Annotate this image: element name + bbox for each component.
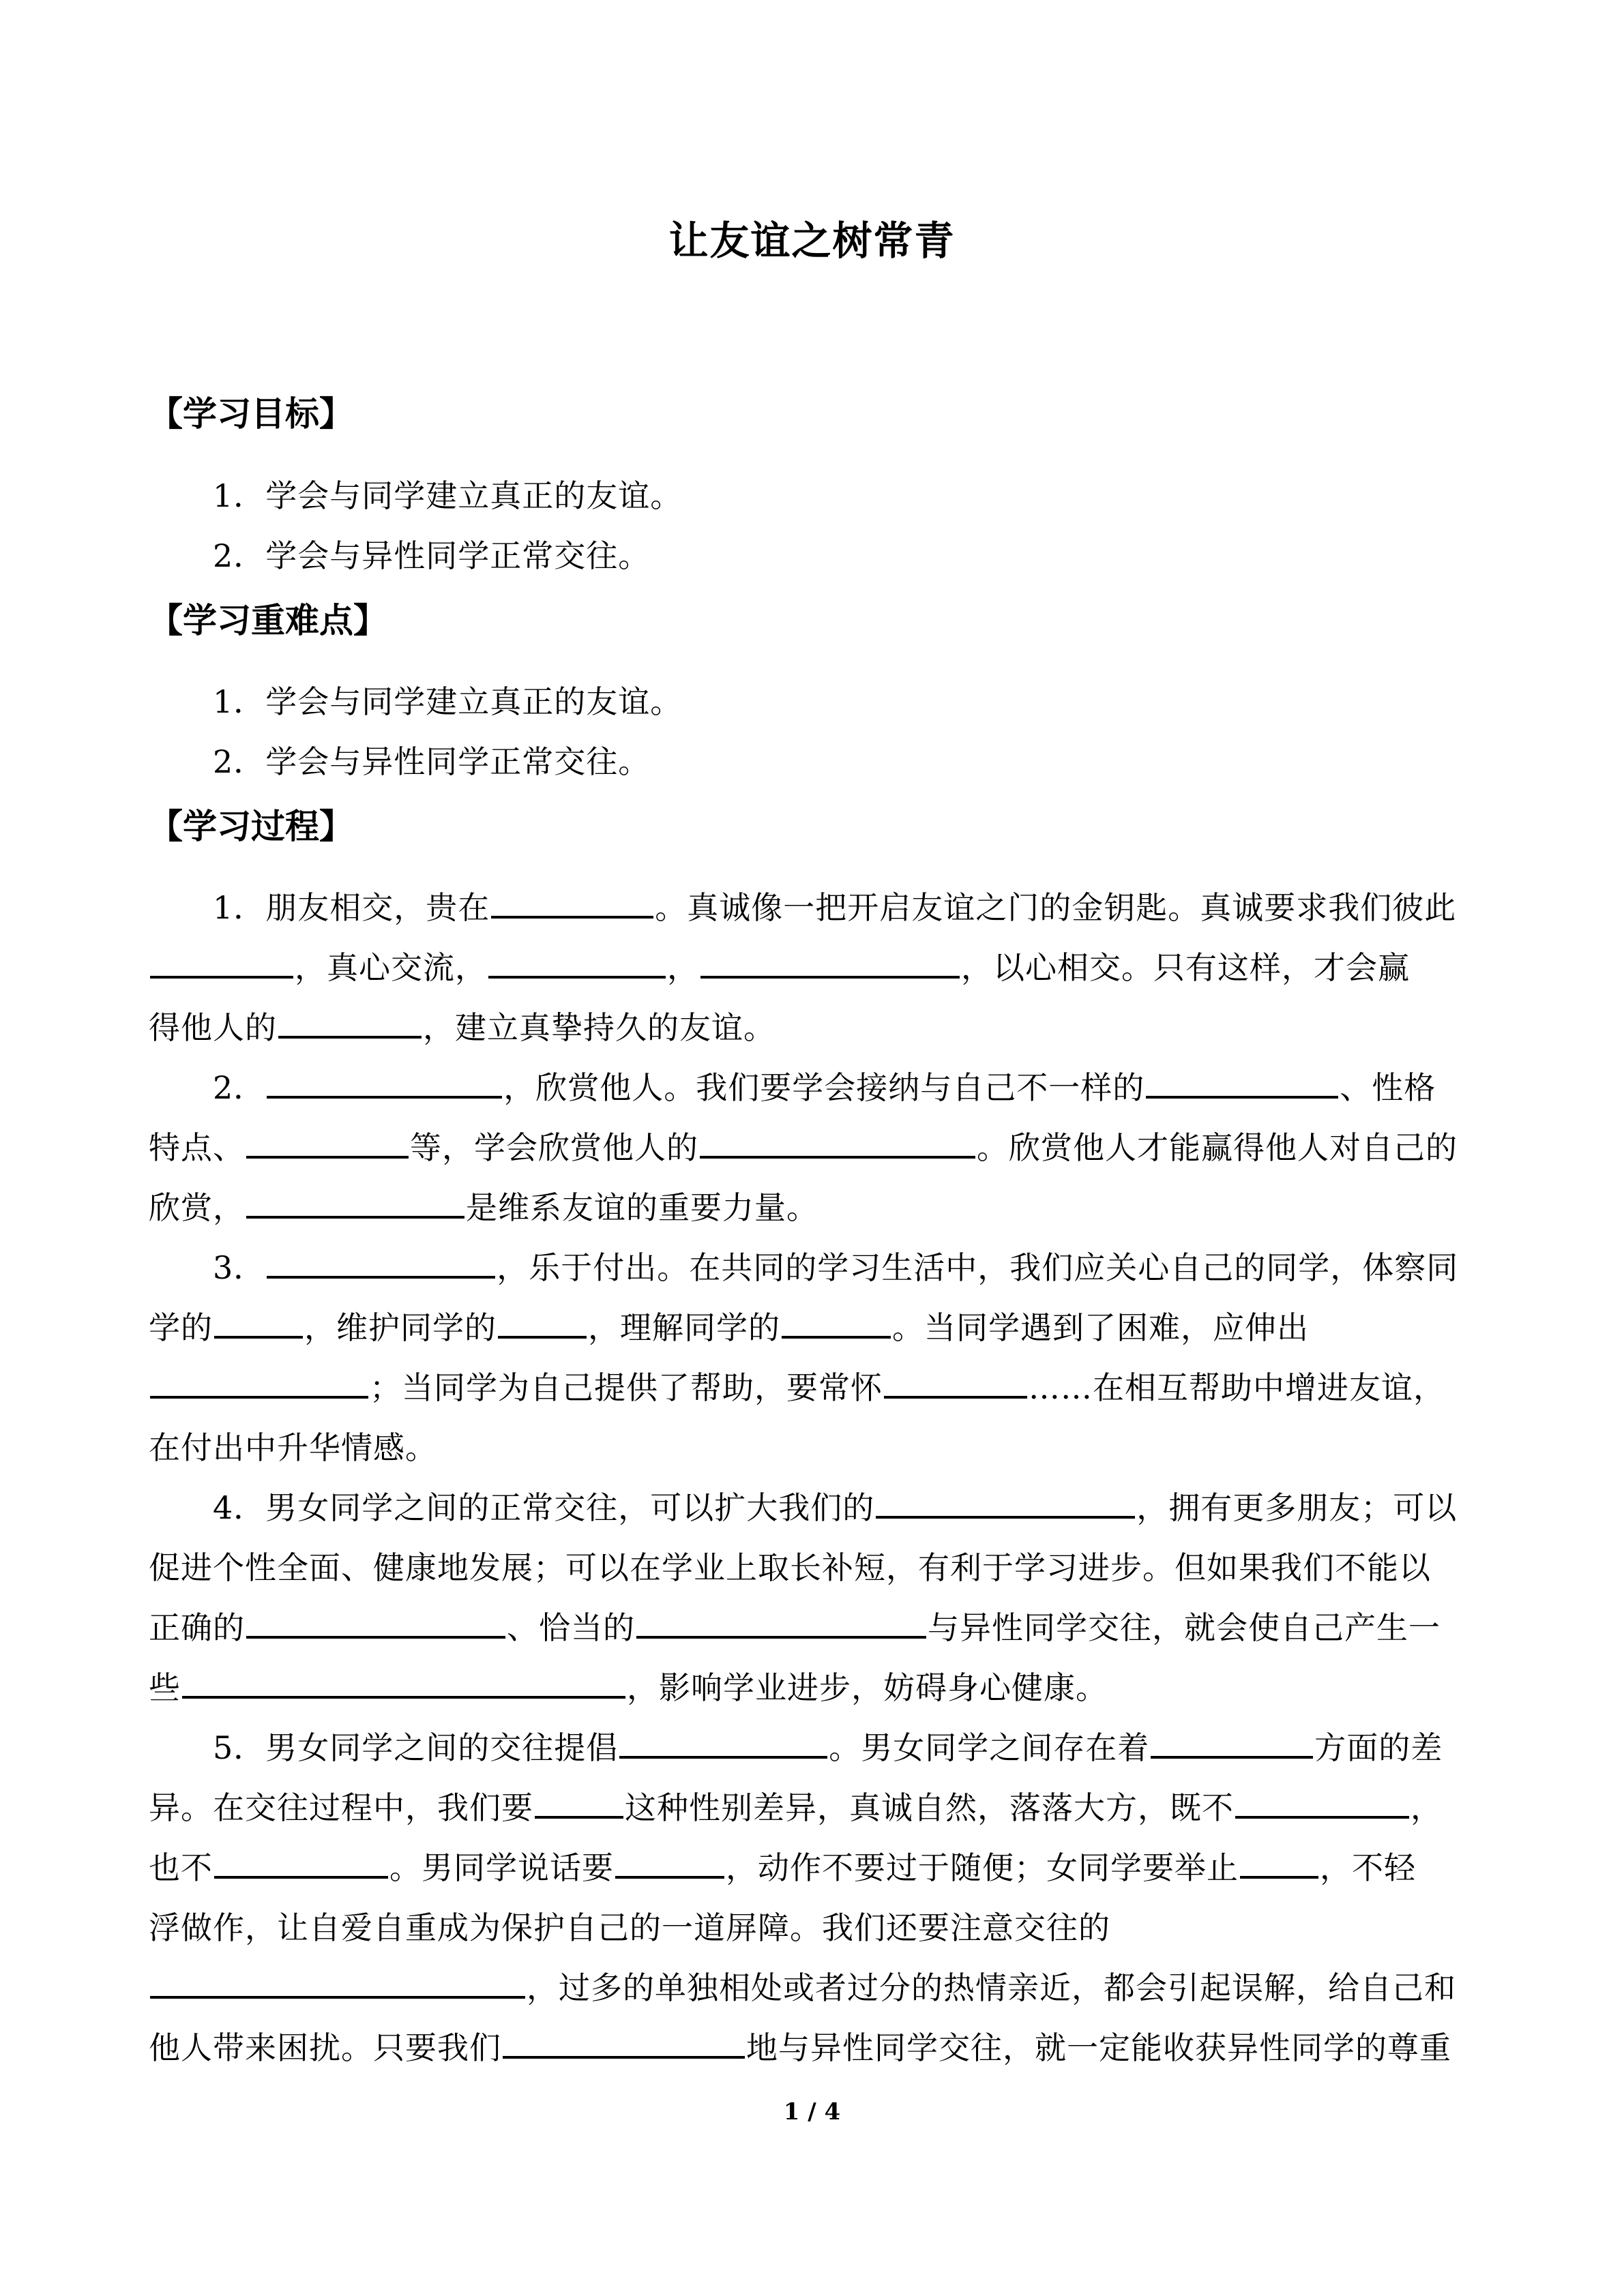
fill-blank[interactable] bbox=[1235, 1786, 1409, 1819]
fill-blank[interactable] bbox=[246, 1186, 464, 1219]
text-segment: 特点、 bbox=[149, 1129, 245, 1166]
fill-blank[interactable] bbox=[278, 1006, 422, 1039]
fill-blank[interactable] bbox=[1146, 1066, 1338, 1099]
fill-blank[interactable] bbox=[782, 1306, 891, 1339]
process-line bbox=[149, 1418, 437, 1478]
fill-blank[interactable] bbox=[619, 1726, 827, 1759]
process-line bbox=[149, 1658, 1108, 1718]
fill-blank[interactable] bbox=[884, 1366, 1027, 1399]
process-line bbox=[149, 1538, 1431, 1598]
text-segment: 、性格 bbox=[1340, 1069, 1436, 1106]
text-segment: ，乐于付出。在共同的学习生活中，我们应关心自己的同学，体察同 bbox=[497, 1249, 1459, 1286]
process-line bbox=[213, 1058, 1436, 1118]
text-segment: 欣赏， bbox=[149, 1189, 245, 1226]
text-segment: ，维护同学的 bbox=[304, 1309, 497, 1346]
process-line bbox=[149, 1958, 1456, 2018]
fill-blank[interactable] bbox=[246, 1126, 409, 1159]
text-segment: ， bbox=[1411, 1789, 1443, 1826]
text-segment: ；当同学为自己提供了帮助，要常怀 bbox=[370, 1369, 883, 1406]
key-point-item: 2．学会与异性同学正常交往。 bbox=[213, 743, 651, 780]
text-segment: 地与异性同学交往，就一定能收获异性同学的尊重 bbox=[746, 2029, 1451, 2066]
text-segment: 。真诚像一把开启友谊之门的金钥匙。真诚要求我们彼此 bbox=[655, 889, 1457, 926]
process-line bbox=[149, 998, 776, 1058]
text-segment: 。男同学说话要 bbox=[389, 1849, 614, 1886]
fill-blank[interactable] bbox=[498, 1306, 587, 1339]
text-segment: 。欣赏他人才能赢得他人对自己的 bbox=[977, 1129, 1458, 1166]
fill-blank[interactable] bbox=[267, 1066, 502, 1099]
process-line bbox=[149, 2018, 1451, 2078]
objective-item: 1．学会与同学建立真正的友谊。 bbox=[213, 477, 683, 514]
process-line bbox=[149, 1358, 1445, 1418]
fill-blank[interactable] bbox=[700, 946, 960, 979]
process-line bbox=[149, 1118, 1458, 1178]
text-segment: 5．男女同学之间的交往提倡 bbox=[213, 1729, 619, 1766]
text-segment: ，过多的单独相处或者过分的热情亲近，都会引起误解，给自己和 bbox=[527, 1969, 1456, 2006]
fill-blank[interactable] bbox=[246, 1606, 505, 1639]
fill-blank[interactable] bbox=[1151, 1726, 1313, 1759]
text-segment: ，建立真挚持久的友谊。 bbox=[423, 1009, 776, 1046]
text-segment: 方面的差 bbox=[1314, 1729, 1443, 1766]
fill-blank[interactable] bbox=[267, 1246, 495, 1279]
text-segment: ……在相互帮助中增进友谊， bbox=[1029, 1369, 1445, 1406]
process-line bbox=[149, 1778, 1443, 1838]
process-line bbox=[213, 1238, 1458, 1298]
fill-blank[interactable] bbox=[615, 1846, 724, 1879]
section-heading-key-points: 【学习重难点】 bbox=[149, 600, 387, 640]
section-heading-objectives: 【学习目标】 bbox=[149, 393, 353, 434]
text-segment: ，不轻 bbox=[1320, 1849, 1416, 1886]
fill-blank[interactable] bbox=[876, 1486, 1135, 1519]
section-heading-process: 【学习过程】 bbox=[149, 806, 353, 846]
text-segment: ，理解同学的 bbox=[588, 1309, 780, 1346]
text-segment: 浮做作，让自爱自重成为保护自己的一道屏障。我们还要注意交往的 bbox=[149, 1909, 1110, 1946]
text-segment: 2． bbox=[213, 1069, 266, 1106]
text-segment: 。男女同学之间存在着 bbox=[829, 1729, 1150, 1766]
document-title: 让友谊之树常青 bbox=[668, 218, 956, 264]
fill-blank[interactable] bbox=[535, 1786, 623, 1819]
process-line bbox=[213, 1478, 1457, 1538]
fill-blank[interactable] bbox=[503, 2026, 745, 2059]
text-segment: 他人带来困扰。只要我们 bbox=[149, 2029, 501, 2066]
text-segment: 些 bbox=[149, 1669, 181, 1706]
process-line bbox=[149, 1838, 1416, 1898]
objective-item: 2．学会与异性同学正常交往。 bbox=[213, 537, 651, 574]
text-segment: 。当同学遇到了困难，应伸出 bbox=[892, 1309, 1309, 1346]
fill-blank[interactable] bbox=[182, 1666, 625, 1699]
process-line bbox=[149, 1298, 1309, 1358]
fill-blank[interactable] bbox=[700, 1126, 975, 1159]
text-segment: 4．男女同学之间的正常交往，可以扩大我们的 bbox=[213, 1489, 875, 1526]
text-segment: 促进个性全面、健康地发展；可以在学业上取长补短，有利于学习进步。但如果我们不能以 bbox=[149, 1549, 1431, 1586]
process-line bbox=[149, 1598, 1441, 1658]
text-segment: 得他人的 bbox=[149, 1009, 277, 1046]
text-segment: ，真心交流， bbox=[295, 949, 487, 986]
process-line bbox=[149, 1898, 1110, 1958]
text-segment: 异。在交往过程中，我们要 bbox=[149, 1789, 533, 1826]
text-segment: 学的 bbox=[149, 1309, 213, 1346]
text-segment: ，影响学业进步，妨碍身心健康。 bbox=[627, 1669, 1108, 1706]
text-segment: 在付出中升华情感。 bbox=[149, 1429, 437, 1466]
fill-blank[interactable] bbox=[488, 946, 666, 979]
text-segment: 正确的 bbox=[149, 1609, 245, 1646]
text-segment: 是维系友谊的重要力量。 bbox=[466, 1189, 818, 1226]
process-line bbox=[149, 1178, 818, 1238]
text-segment: 、恰当的 bbox=[507, 1609, 635, 1646]
fill-blank[interactable] bbox=[214, 1846, 388, 1879]
text-segment: 1．朋友相交，贵在 bbox=[213, 889, 490, 926]
text-segment: ，以心相交。只有这样，才会赢 bbox=[961, 949, 1410, 986]
text-segment: 也不 bbox=[149, 1849, 213, 1886]
fill-blank[interactable] bbox=[636, 1606, 926, 1639]
page-number: 1 / 4 bbox=[783, 2098, 841, 2126]
fill-blank[interactable] bbox=[150, 1966, 525, 1999]
process-line bbox=[149, 938, 1410, 998]
text-segment: 与异性同学交往，就会使自己产生一 bbox=[928, 1609, 1441, 1646]
fill-blank[interactable] bbox=[214, 1306, 303, 1339]
process-line bbox=[213, 1718, 1443, 1778]
fill-blank[interactable] bbox=[1240, 1846, 1318, 1879]
key-point-item: 1．学会与同学建立真正的友谊。 bbox=[213, 683, 683, 720]
text-segment: 等，学会欣赏他人的 bbox=[410, 1129, 698, 1166]
text-segment: ，拥有更多朋友；可以 bbox=[1136, 1489, 1458, 1526]
fill-blank[interactable] bbox=[150, 1366, 368, 1399]
text-segment: 3． bbox=[213, 1249, 266, 1286]
fill-blank[interactable] bbox=[150, 946, 293, 979]
text-segment: ，欣赏他人。我们要学会接纳与自己不一样的 bbox=[503, 1069, 1145, 1106]
text-segment: ，动作不要过于随便；女同学要举止 bbox=[726, 1849, 1239, 1886]
process-line bbox=[213, 878, 1456, 938]
text-segment: ， bbox=[667, 949, 699, 986]
fill-blank[interactable] bbox=[491, 886, 653, 919]
text-segment: 这种性别差异，真诚自然，落落大方，既不 bbox=[625, 1789, 1234, 1826]
